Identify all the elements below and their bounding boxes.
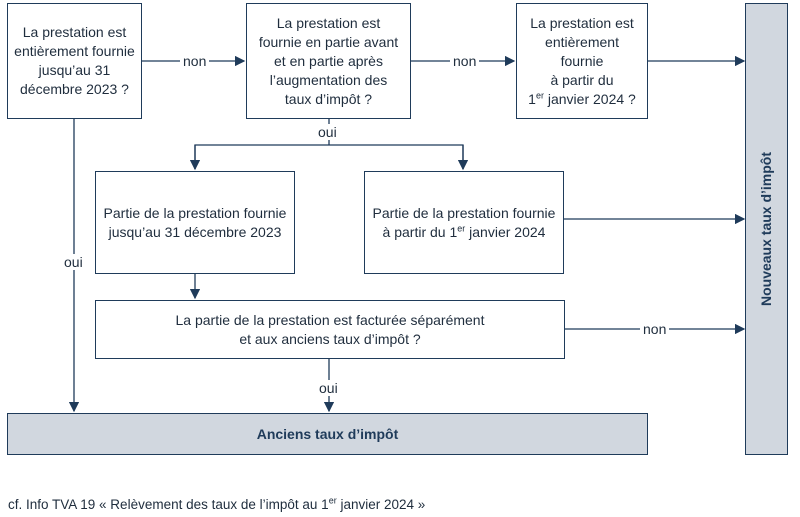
edge-label-q1-q2: non [180, 53, 209, 69]
source-note: cf. Info TVA 19 « Relèvement des taux de l’impôt au 1er janvier 2024 » [8, 495, 426, 512]
old-rates-bar: Anciens taux d’impôt [7, 413, 648, 455]
question-billed-separately: La partie de la prestation est facturée séparément et aux anciens taux d’impôt ? [95, 300, 565, 359]
question-fully-before-2024: La prestation est entièrement fournie jusqu’au 31 décembre 2023 ? [7, 3, 142, 119]
new-rates-bar: Nouveaux taux d’impôt [745, 3, 788, 455]
question-partly-before-after: La prestation est fournie en partie avant et en partie après l’augmentation des taux d’impôt ? [246, 3, 411, 119]
edge-label-q4-old: oui [316, 380, 341, 396]
line-split [195, 145, 463, 169]
edge-label-q4-new: non [640, 321, 669, 337]
edge-label-q2-q3: non [450, 53, 479, 69]
edge-label-q2-split: oui [315, 124, 340, 140]
part-after-2024: Partie de la prestation fournie à partir du 1er janvier 2024 [364, 171, 564, 274]
question-fully-after-2024: La prestation est entièrement fournie à partir du 1er janvier 2024 ? [516, 3, 648, 119]
part-before-2024: Partie de la prestation fournie jusqu’au 31 décembre 2023 [95, 171, 295, 274]
edge-label-q1-old: oui [61, 254, 86, 270]
